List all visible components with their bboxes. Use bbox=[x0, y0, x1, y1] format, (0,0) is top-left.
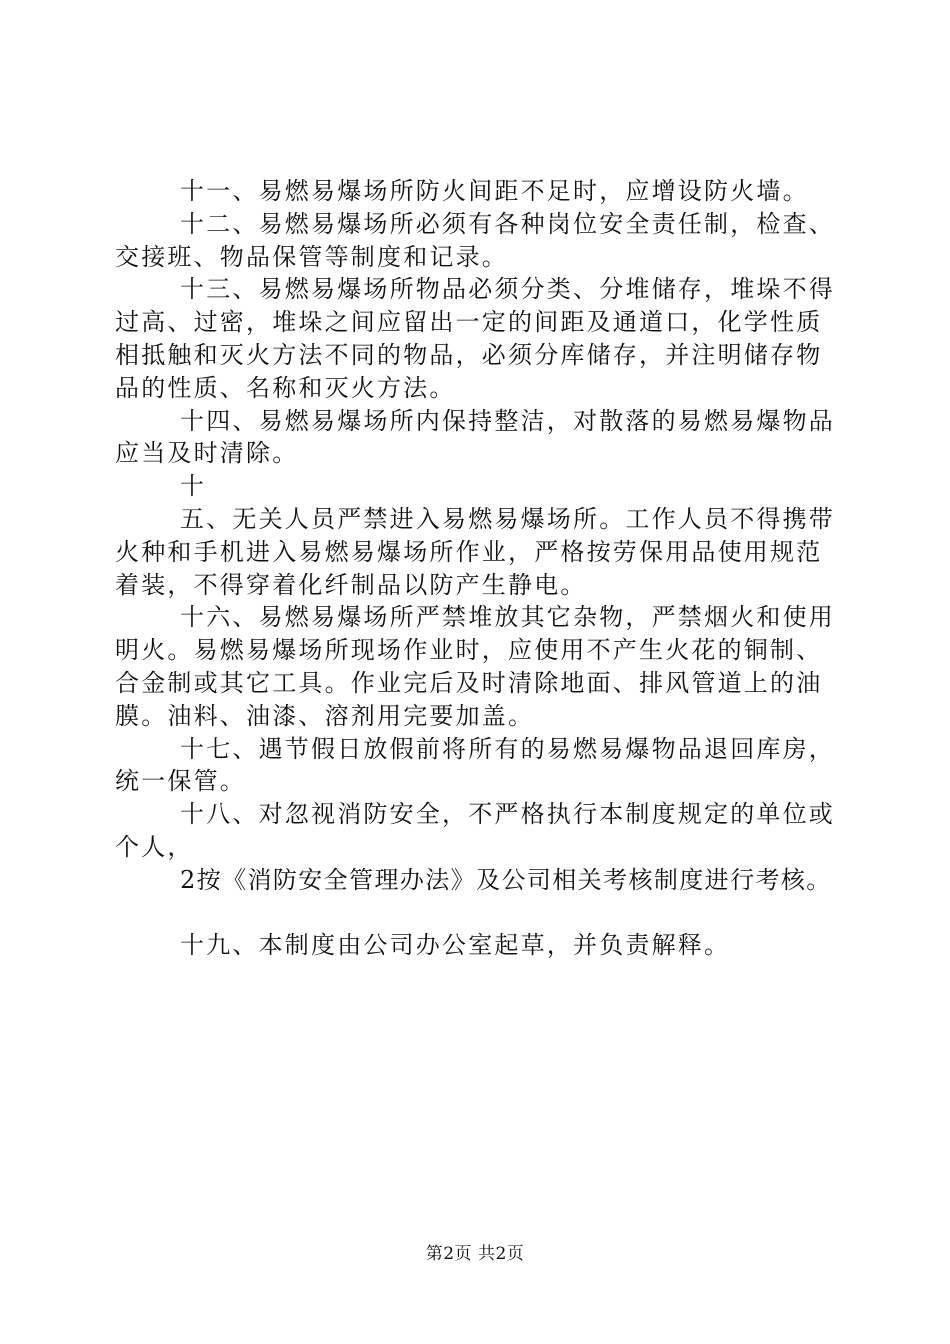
paragraph-line: 十 bbox=[180, 472, 207, 500]
paragraph-line: 五、无关人员严禁进入易燃易爆场所。工作人员不得携带 bbox=[180, 505, 835, 533]
paragraph-line: 明火。易燃易爆场所现场作业时，应使用不产生火花的铜制、 bbox=[115, 636, 823, 664]
paragraph-line: 个人， bbox=[115, 833, 194, 861]
paragraph-line: 交接班、物品保管等制度和记录。 bbox=[115, 243, 508, 271]
paragraph-line: 统一保管。 bbox=[115, 767, 246, 795]
paragraph-line: 火种和手机进入易燃易爆场所作业，严格按劳保用品使用规范 bbox=[115, 538, 823, 566]
paragraph-line: 品的性质、名称和灭火方法。 bbox=[115, 374, 456, 402]
paragraph-line: 过高、过密，堆垛之间应留出一定的间距及通道口，化学性质 bbox=[115, 308, 823, 336]
paragraph-line: 相抵触和灭火方法不同的物品，必须分库储存，并注明储存物 bbox=[115, 341, 823, 369]
paragraph-line: 十六、易燃易爆场所严禁堆放其它杂物，严禁烟火和使用 bbox=[180, 603, 835, 631]
paragraph-line: 十八、对忽视消防安全，不严格执行本制度规定的单位或 bbox=[180, 800, 835, 828]
page-number-footer: 第2页 共2页 bbox=[425, 1244, 525, 1264]
paragraph-line: 着装，不得穿着化纤制品以防产生静电。 bbox=[115, 571, 587, 599]
paragraph-line: 2按《消防安全管理办法》及公司相关考核制度进行考核。 bbox=[180, 866, 832, 894]
paragraph-line: 合金制或其它工具。作业完后及时清除地面、排风管道上的油 bbox=[115, 669, 823, 697]
paragraph-line: 十一、易燃易爆场所防火间距不足时，应增设防火墙。 bbox=[180, 177, 809, 205]
paragraph-line: 膜。油料、油漆、溶剂用完要加盖。 bbox=[115, 702, 535, 730]
paragraph-line: 应当及时清除。 bbox=[115, 439, 299, 467]
paragraph-line: 十二、易燃易爆场所必须有各种岗位安全责任制，检查、 bbox=[180, 210, 835, 238]
paragraph-line: 十七、遇节假日放假前将所有的易燃易爆物品退回库房， bbox=[180, 735, 835, 763]
paragraph-line: 十三、易燃易爆场所物品必须分类、分堆储存，堆垛不得 bbox=[180, 275, 835, 303]
paragraph-line: 十九、本制度由公司办公室起草，并负责解释。 bbox=[180, 931, 731, 959]
paragraph-line: 十四、易燃易爆场所内保持整洁，对散落的易燃易爆物品 bbox=[180, 407, 835, 435]
